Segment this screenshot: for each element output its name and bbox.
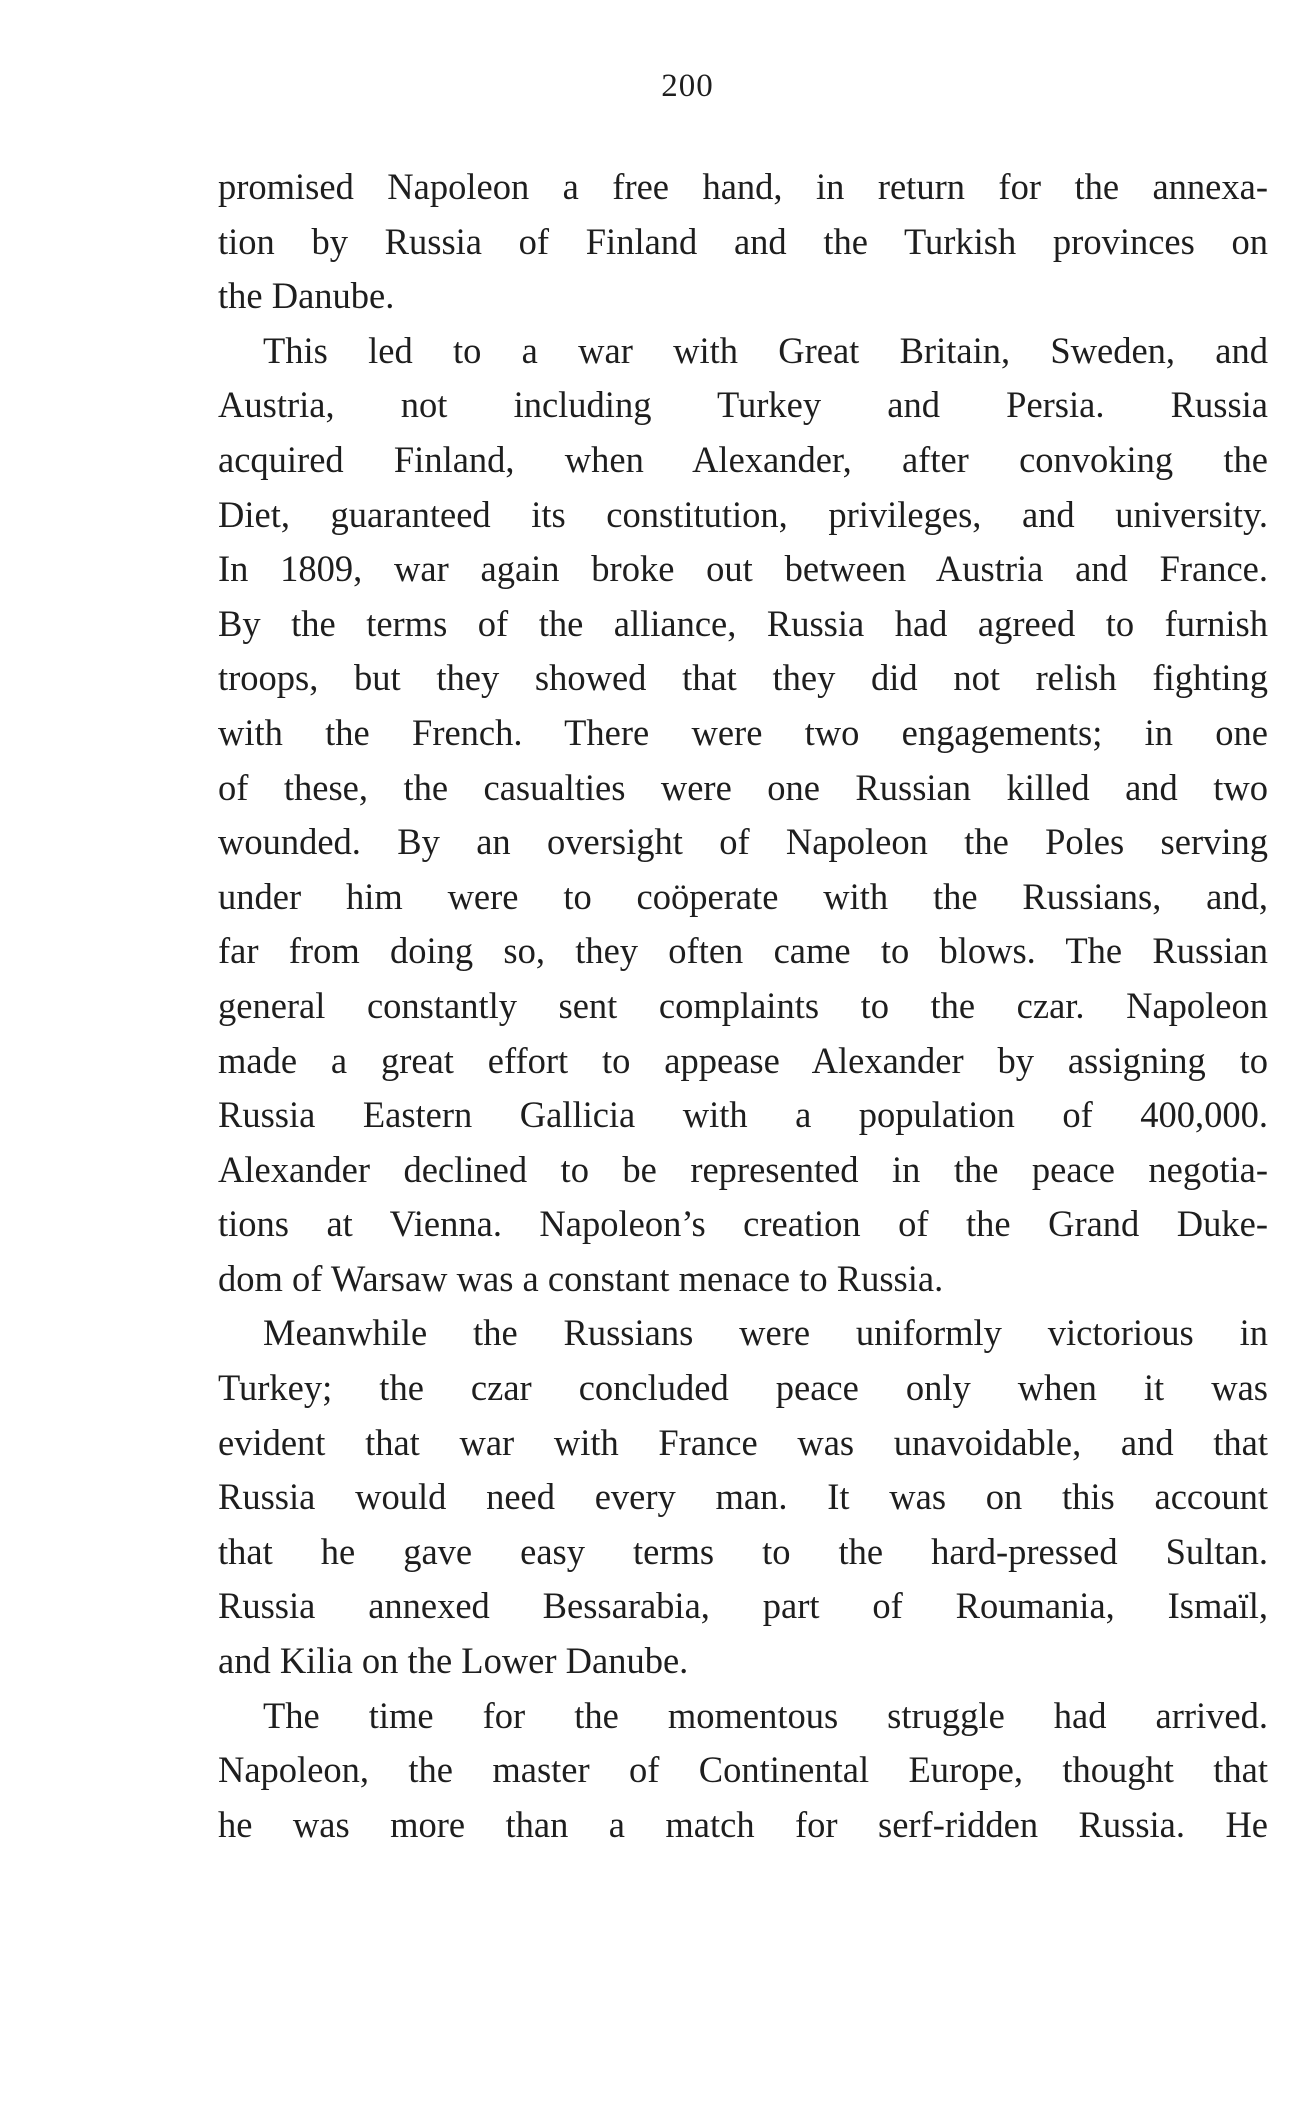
text-line: acquired Finland, when Alexander, after convoking the [218,438,1268,480]
text-line: the Danube. [218,275,395,317]
text-line: under him were to coöperate with the Russians, and, [218,875,1268,917]
text-line: promised Napoleon a free hand, in return for the annexa- [218,166,1268,207]
paragraph [218,1306,1268,1688]
text-line: By the terms of the alliance, Russia had agreed to furnish [218,602,1268,644]
text-line: that he gave easy terms to the hard-pressed Sultan. [218,1530,1268,1572]
text-line: tions at Vienna. Napoleon’s creation of the Grand Duke- [218,1203,1268,1245]
body-text [218,160,1268,1852]
text-line: and Kilia on the Lower Danube. [218,1640,689,1682]
paragraph [218,324,1268,1307]
text-line: made a great effort to appease Alexander by assigning to [218,1039,1268,1081]
text-line: Austria, not including Turkey and Persia. Russia [218,384,1268,426]
text-line: with the French. There were two engagements; in one [218,711,1268,753]
text-line: dom of Warsaw was a constant menace to Russia. [218,1257,944,1299]
text-line: Turkey; the czar concluded peace only when it was [218,1367,1268,1409]
text-line: The time for the momentous struggle had arrived. [263,1694,1268,1736]
text-line: Napoleon, the master of Continental Europe, thought that [218,1749,1268,1791]
text-line: Russia annexed Bessarabia, part of Roumania, Ismaïl, [218,1585,1268,1627]
paragraph [218,160,1268,324]
text-line: Russia Eastern Gallicia with a population of 400,000. [218,1094,1268,1136]
text-line: general constantly sent complaints to the czar. Napoleon [218,984,1268,1026]
text-line: of these, the casualties were one Russian killed and two [218,766,1268,808]
text-line: far from doing so, they often came to blows. The Russian [218,930,1268,972]
text-line: Alexander declined to be represented in the peace negotia- [218,1148,1268,1190]
text-line: tion by Russia of Finland and the Turkish provinces on [218,220,1268,262]
text-line: he was more than a match for serf-ridden Russia. He [218,1803,1268,1845]
text-line: Russia would need every man. It was on this account [218,1476,1268,1518]
text-line: Diet, guaranteed its constitution, privileges, and university. [218,493,1268,535]
paragraph [218,1689,1268,1853]
text-line: troops, but they showed that they did not relish fighting [218,657,1268,699]
text-line: In 1809, war again broke out between Austria and France. [218,548,1268,590]
text-line: evident that war with France was unavoidable, and that [218,1421,1268,1463]
text-line: This led to a war with Great Britain, Sweden, and [263,329,1268,371]
page-number: 200 [661,68,714,104]
text-line: wounded. By an oversight of Napoleon the Poles serving [218,821,1268,863]
text-line: Meanwhile the Russians were uniformly victorious in [263,1312,1268,1354]
